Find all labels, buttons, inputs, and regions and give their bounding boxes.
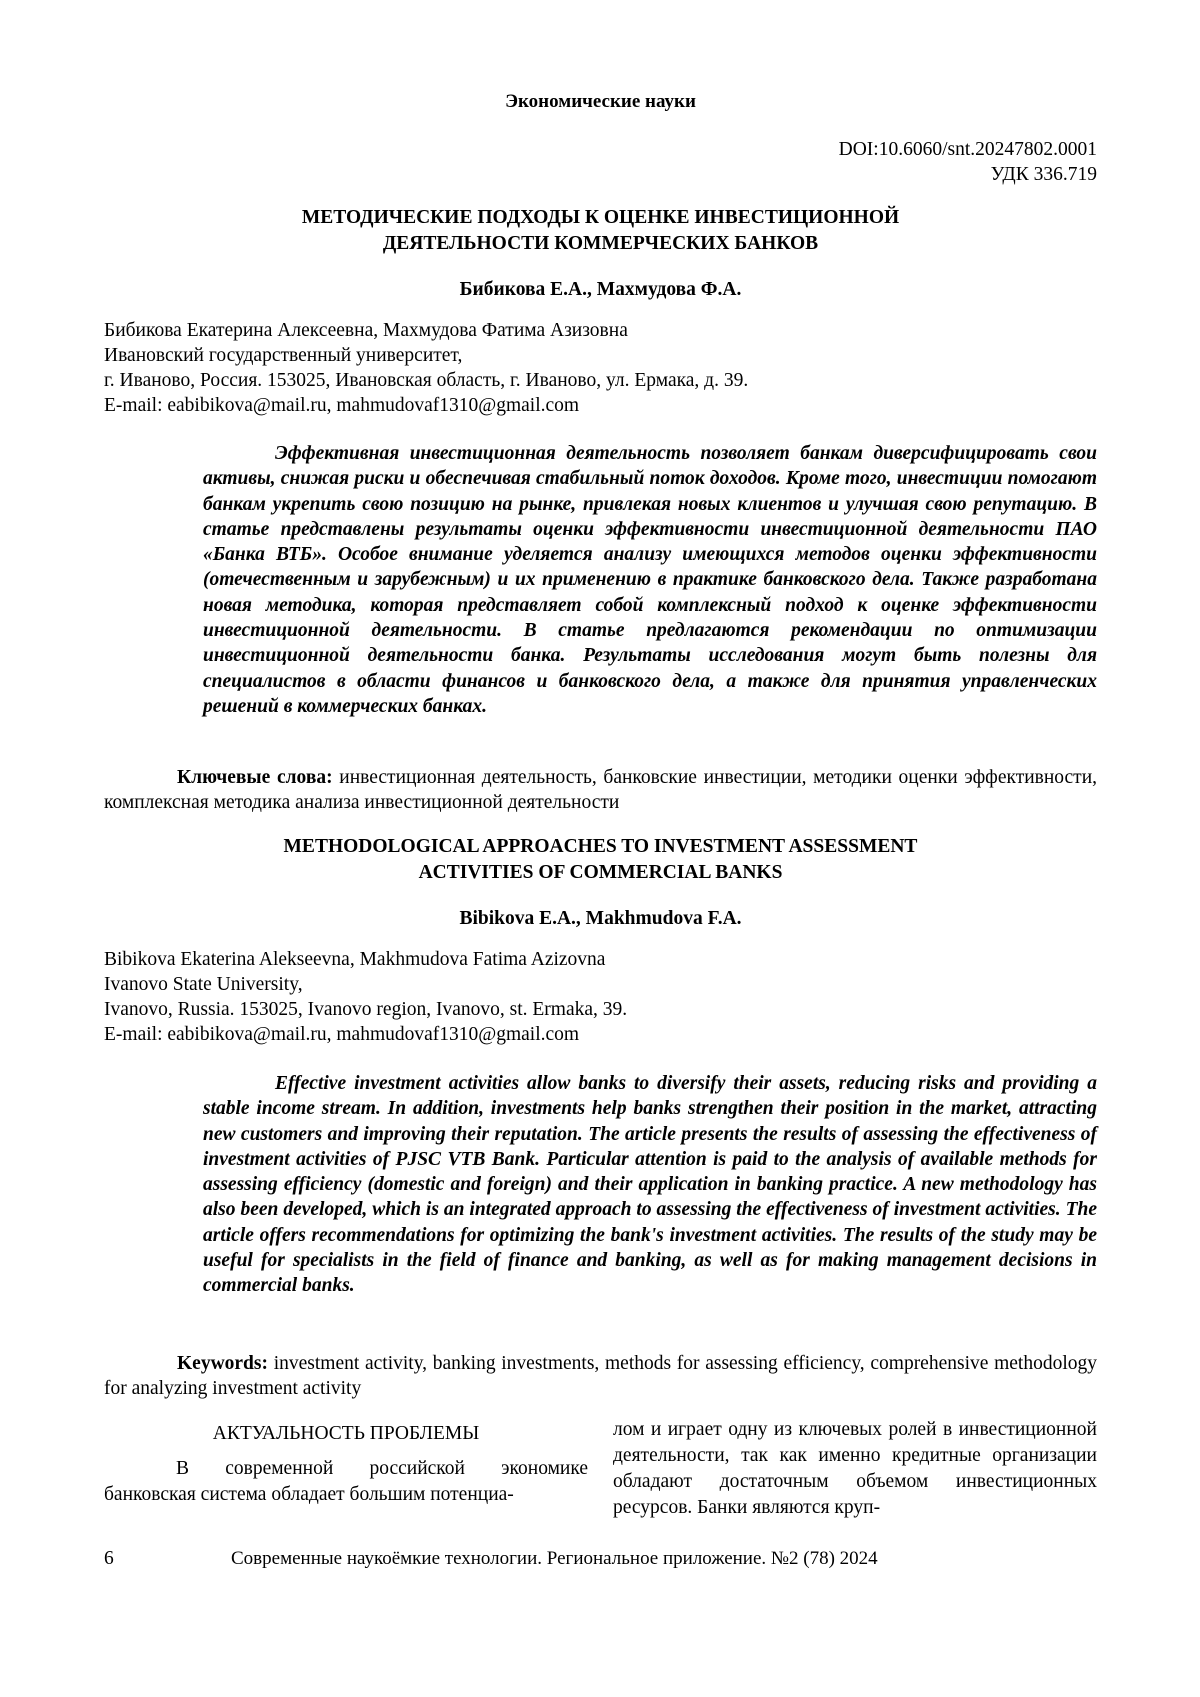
section-heading: АКТУАЛЬНОСТЬ ПРОБЛЕМЫ [212, 1423, 480, 1444]
article-title-en [104, 834, 1097, 886]
keywords-text: инвестиционная деятельность, банковские инвестиции, методики оценки эффективности, комплексная методика анализа инвестиционной деятельности [104, 767, 1098, 813]
keywords-en [104, 1351, 1097, 1401]
doi-block [839, 137, 1097, 187]
affiliation-line: Ivanovo State University, [104, 974, 303, 995]
affiliation-line: Bibikova Ekaterina Alekseevna, Makhmudova Fatima Azizovna [104, 949, 606, 970]
body-paragraph: лом и играет одну из ключевых ролей в инвестиционной деятельности, так как именно кредитные организации обладают достаточным объемом инвестиционных ресурсов. Банки являются круп- [613, 1419, 1097, 1518]
authors-en: Bibikova E.A., Makhmudova F.A. [459, 908, 742, 929]
body-column-right [613, 1417, 1097, 1521]
article-title-ru [104, 205, 1097, 257]
keywords-label: Ключевые слова: [177, 767, 333, 788]
affiliation-ru [104, 318, 1097, 418]
keywords-ru [104, 765, 1097, 815]
keywords-label: Keywords: [177, 1353, 268, 1374]
affiliation-line: Ивановский государственный университет, [104, 345, 463, 366]
authors-ru: Бибикова Е.А., Махмудова Ф.А. [459, 279, 742, 300]
abstract-ru [203, 441, 1097, 719]
affiliation-line: E-mail: eabibikova@mail.ru, mahmudovaf1310@gmail.com [104, 1024, 580, 1045]
doi: DOI:10.6060/snt.20247802.0001 [838, 139, 1097, 160]
keywords-text: investment activity, banking investments, methods for assessing efficiency, comprehensive methodology for analyzing investment activity [104, 1353, 1098, 1399]
title-line: МЕТОДИЧЕСКИЕ ПОДХОДЫ К ОЦЕНКЕ ИНВЕСТИЦИОННОЙ [301, 207, 900, 228]
udk: УДК 336.719 [990, 164, 1097, 185]
abstract-text: Effective investment activities allow banks to diversify their assets, reducing risks and providing a stable income stream. In addition, investments help banks strengthen their position in the market, attracting new customers and improving their reputation. The article presents the results of assessing the effectiveness of investment activities of PJSC VTB Bank. Particular attention is paid to the analysis of available methods for assessing efficiency (domestic and foreign) and their application in banking practice. A new methodology has also been developed, which is an integrated approach to assessing the effectiveness of investment activities. The article offers recommendations for optimizing the bank's investment activities. The results of the study may be useful for specialists in the field of finance and banking, as well as for making management decisions in commercial banks. [203, 1073, 1097, 1297]
title-line: METHODOLOGICAL APPROACHES TO INVESTMENT ASSESSMENT [283, 836, 918, 857]
body-column-left [104, 1421, 588, 1508]
page-number: 6 [104, 1548, 114, 1569]
affiliation-line: Бибикова Екатерина Алексеевна, Махмудова Фатима Азизовна [104, 320, 628, 341]
title-line: ACTIVITIES OF COMMERCIAL BANKS [418, 862, 783, 883]
abstract-en [203, 1071, 1097, 1299]
journal-section-heading: Экономические науки [505, 91, 696, 112]
body-paragraph: В современной российской экономике банковская система обладает большим потенциа- [104, 1458, 588, 1505]
affiliation-line: E-mail: eabibikova@mail.ru, mahmudovaf1310@gmail.com [104, 395, 580, 416]
title-line: ДЕЯТЕЛЬНОСТИ КОММЕРЧЕСКИХ БАНКОВ [382, 233, 819, 254]
journal-name: Современные наукоёмкие технологии. Региональное приложение. №2 (78) 2024 [231, 1548, 878, 1569]
affiliation-line: Ivanovo, Russia. 153025, Ivanovo region, Ivanovo, st. Ermaka, 39. [104, 999, 628, 1020]
affiliation-en [104, 947, 1097, 1047]
abstract-text: Эффективная инвестиционная деятельность позволяет банкам диверсифицировать свои активы, снижая риски и обеспечивая стабильный поток доходов. Кроме того, инвестиции помогают банкам укрепить свою позицию на рынке, привлекая новых клиентов и улучшая свою репутацию. В статье представлены результаты оценки эффективности инвестиционной деятельности ПАО «Банка ВТБ». Особое внимание уделяется анализу имеющихся методов оценки эффективности (отечественным и зарубежным) и их применению в практике банковского дела. Также разработана новая методика, которая представляет собой комплексный подход к оценке эффективности инвестиционной деятельности. В статье предлагаются рекомендации по оптимизации инвестиционной деятельности банка. Результаты исследования могут быть полезны для специалистов в области финансов и банковского дела, а также для принятия управленческих решений в коммерческих банках. [203, 443, 1097, 717]
affiliation-line: г. Иваново, Россия. 153025, Ивановская область, г. Иваново, ул. Ермака, д. 39. [104, 370, 749, 391]
